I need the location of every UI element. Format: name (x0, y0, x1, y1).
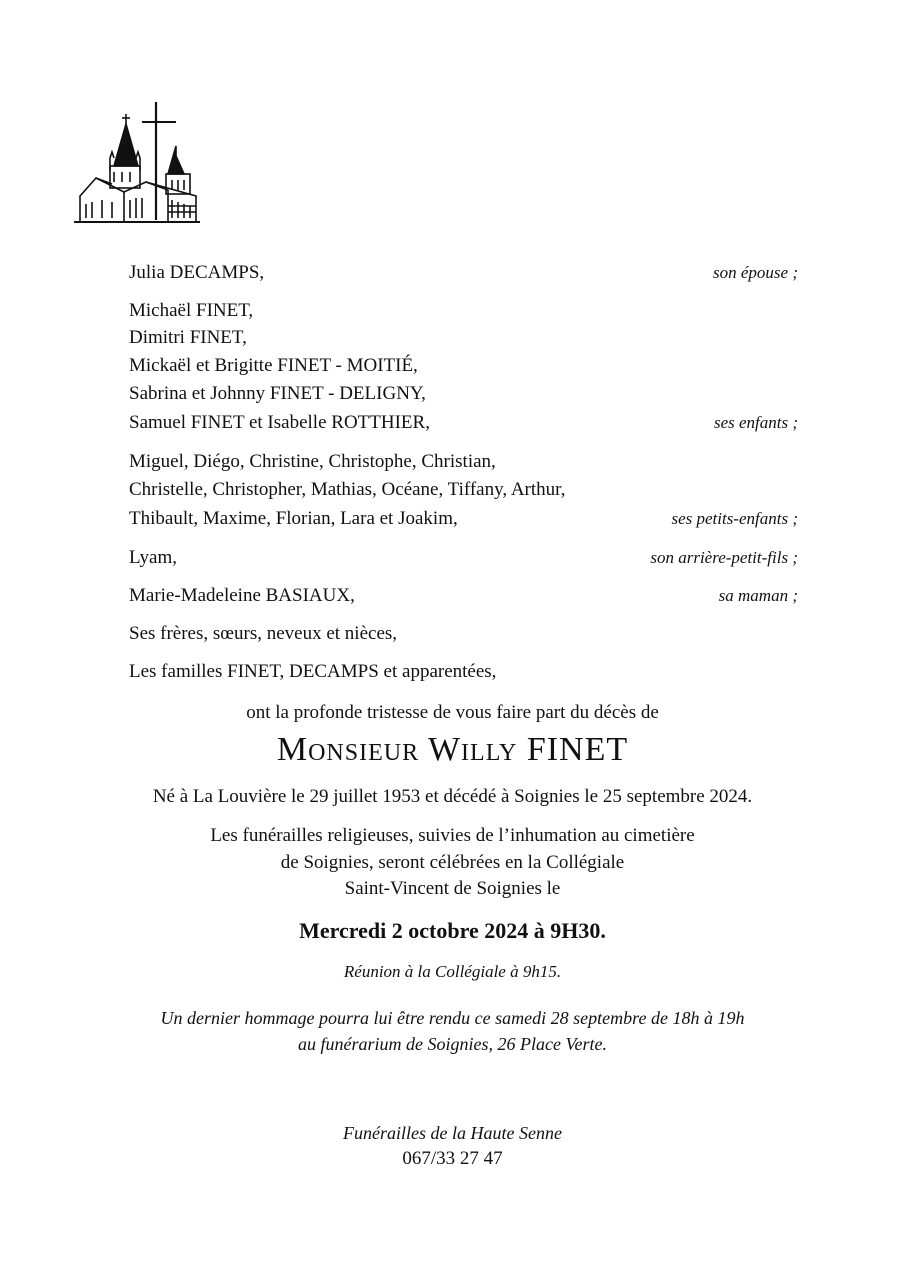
family-name: Thibault, Maxime, Florian, Lara et Joakim, (129, 508, 458, 529)
family-name: Dimitri FINET, (129, 327, 247, 348)
family-relation: son arrière-petit-fils ; (650, 548, 798, 567)
meeting-note: Réunion à la Collégiale à 9h15. (343, 962, 562, 981)
family-name: Ses frères, sœurs, neveux et nièces, (129, 623, 398, 644)
deceased-surname: FINET (526, 731, 629, 768)
tribute-line: au funérarium de Soignies, 26 Place Verte. (298, 1034, 607, 1054)
family-entry (129, 351, 798, 381)
ceremony-line: Saint-Vincent de Soignies le (344, 878, 561, 899)
deceased-title: Monsieur Willy (276, 731, 518, 768)
family-name: Michaël FINET, (129, 300, 254, 321)
family-entry (129, 296, 798, 326)
family-relation: sa maman ; (718, 586, 798, 605)
tribute-line: Un dernier hommage pourra lui être rendu ce samedi 28 septembre de 18h à 19h (160, 1008, 745, 1028)
family-name: Miguel, Diégo, Christine, Christophe, Christian, (129, 451, 496, 472)
family-name: Marie-Madeleine BASIAUX, (129, 585, 355, 606)
family-entry (129, 475, 798, 505)
church-with-cross-logo (72, 100, 202, 230)
announcement-intro: ont la profonde tristesse de vous faire part du décès de (246, 702, 659, 723)
family-entry (129, 323, 798, 353)
funeral-home-phone: 067/33 27 47 (402, 1148, 503, 1169)
family-name: Mickaël et Brigitte FINET - MOITIÉ, (129, 355, 418, 376)
family-name: Julia DECAMPS, (129, 262, 265, 283)
family-entry (129, 379, 798, 409)
family-entry (129, 543, 798, 573)
family-name: Samuel FINET et Isabelle ROTTHIER, (129, 412, 430, 433)
family-entry (129, 581, 798, 611)
family-name: Les familles FINET, DECAMPS et apparentées, (129, 661, 497, 682)
family-entry (129, 504, 798, 534)
family-relation: ses petits-enfants ; (671, 509, 798, 528)
family-name: Christelle, Christopher, Mathias, Océane, Tiffany, Arthur, (129, 479, 566, 500)
family-entry (129, 258, 798, 288)
ceremony-datetime: Mercredi 2 octobre 2024 à 9H30. (299, 918, 606, 943)
funeral-home-name: Funérailles de la Haute Senne (343, 1123, 562, 1143)
family-relation: son épouse ; (713, 263, 798, 282)
ceremony-line: Les funérailles religieuses, suivies de l’inhumation au cimetière (210, 825, 695, 846)
family-relation: ses enfants ; (713, 413, 798, 432)
family-entry (129, 447, 798, 477)
family-name: Sabrina et Johnny FINET - DELIGNY, (129, 383, 426, 404)
family-entry (129, 657, 798, 687)
ceremony-line: de Soignies, seront célébrées en la Collégiale (280, 852, 625, 873)
deceased-name (0, 728, 905, 772)
birth-death-dates: Né à La Louvière le 29 juillet 1953 et décédé à Soignies le 25 septembre 2024. (152, 786, 753, 807)
family-entry (129, 619, 798, 649)
family-name: Lyam, (129, 547, 178, 568)
family-entry (129, 408, 798, 438)
